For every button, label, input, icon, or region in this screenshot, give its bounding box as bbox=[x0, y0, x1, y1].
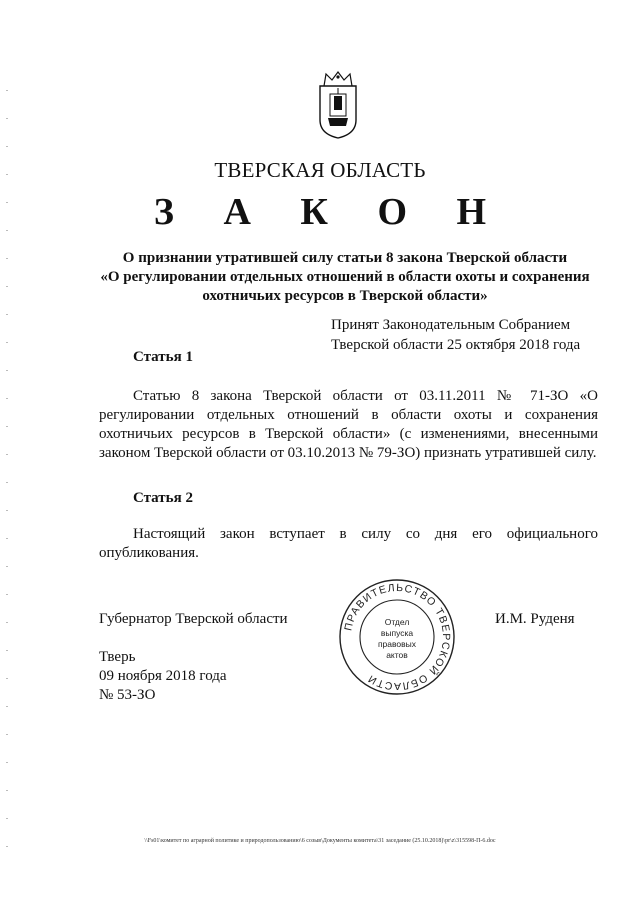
coat-of-arms-icon bbox=[316, 70, 360, 140]
signatory-position: Губернатор Тверской области bbox=[99, 611, 288, 627]
law-number: № 53-ЗО bbox=[99, 687, 156, 703]
document-type-heading: З А К О Н bbox=[153, 191, 507, 233]
city: Тверь bbox=[99, 649, 136, 665]
law-title-line: охотничьих ресурсов в Тверской области» bbox=[202, 288, 488, 304]
stamp-inner-line: Отдел bbox=[384, 617, 410, 627]
article-1-heading: Статья 1 bbox=[133, 349, 193, 365]
article-2-text: Настоящий закон вступает в силу со дня его официального опубликования. bbox=[99, 526, 598, 561]
law-title-line: «О регулировании отдельных отношений в области охоты и сохранения bbox=[100, 269, 590, 285]
signatory-name: И.М. Руденя bbox=[495, 611, 575, 627]
adoption-note bbox=[331, 315, 580, 355]
stamp-inner-line: актов bbox=[386, 650, 408, 660]
signing-date: 09 ноября 2018 года bbox=[99, 668, 227, 684]
stamp-inner-line: выпуска bbox=[380, 628, 414, 638]
region-heading: ТВЕРСКАЯ ОБЛАСТЬ bbox=[214, 158, 426, 182]
article-2-heading: Статья 2 bbox=[133, 490, 193, 506]
adoption-note-line: Принят Законодательным Собранием bbox=[331, 317, 571, 333]
stamp-ring-text: ПРАВИТЕЛЬСТВО ТВЕРСКОЙ ОБЛАСТИ bbox=[342, 581, 453, 692]
stamp-inner-line: правовых bbox=[377, 639, 417, 649]
article-1-text: Статью 8 закона Тверской области от 03.11.2011 № 71-ЗО «О регулировании отдельных отношений в области охоты и сохранения охотничьих ресурсов в Тверской области» (с изменениями, внесенными законом Тверской области от 03.10.2013 № 79-ЗО) признать утратившей силу. bbox=[99, 388, 598, 461]
law-title-line: О признании утратившей силу статьи 8 закона Тверской области bbox=[122, 250, 568, 266]
place-date-block bbox=[99, 648, 227, 705]
official-stamp bbox=[338, 578, 456, 696]
adoption-note-line: Тверской области 25 октября 2018 года bbox=[331, 337, 581, 353]
file-path-footer: \\Fs01\комитет по аграрной политике и природопользованию\6 созыв\Документы комитета\31 заседание (25.10.2018)\pr\z\315598-П-6.doc bbox=[144, 838, 496, 844]
law-title bbox=[90, 249, 600, 306]
